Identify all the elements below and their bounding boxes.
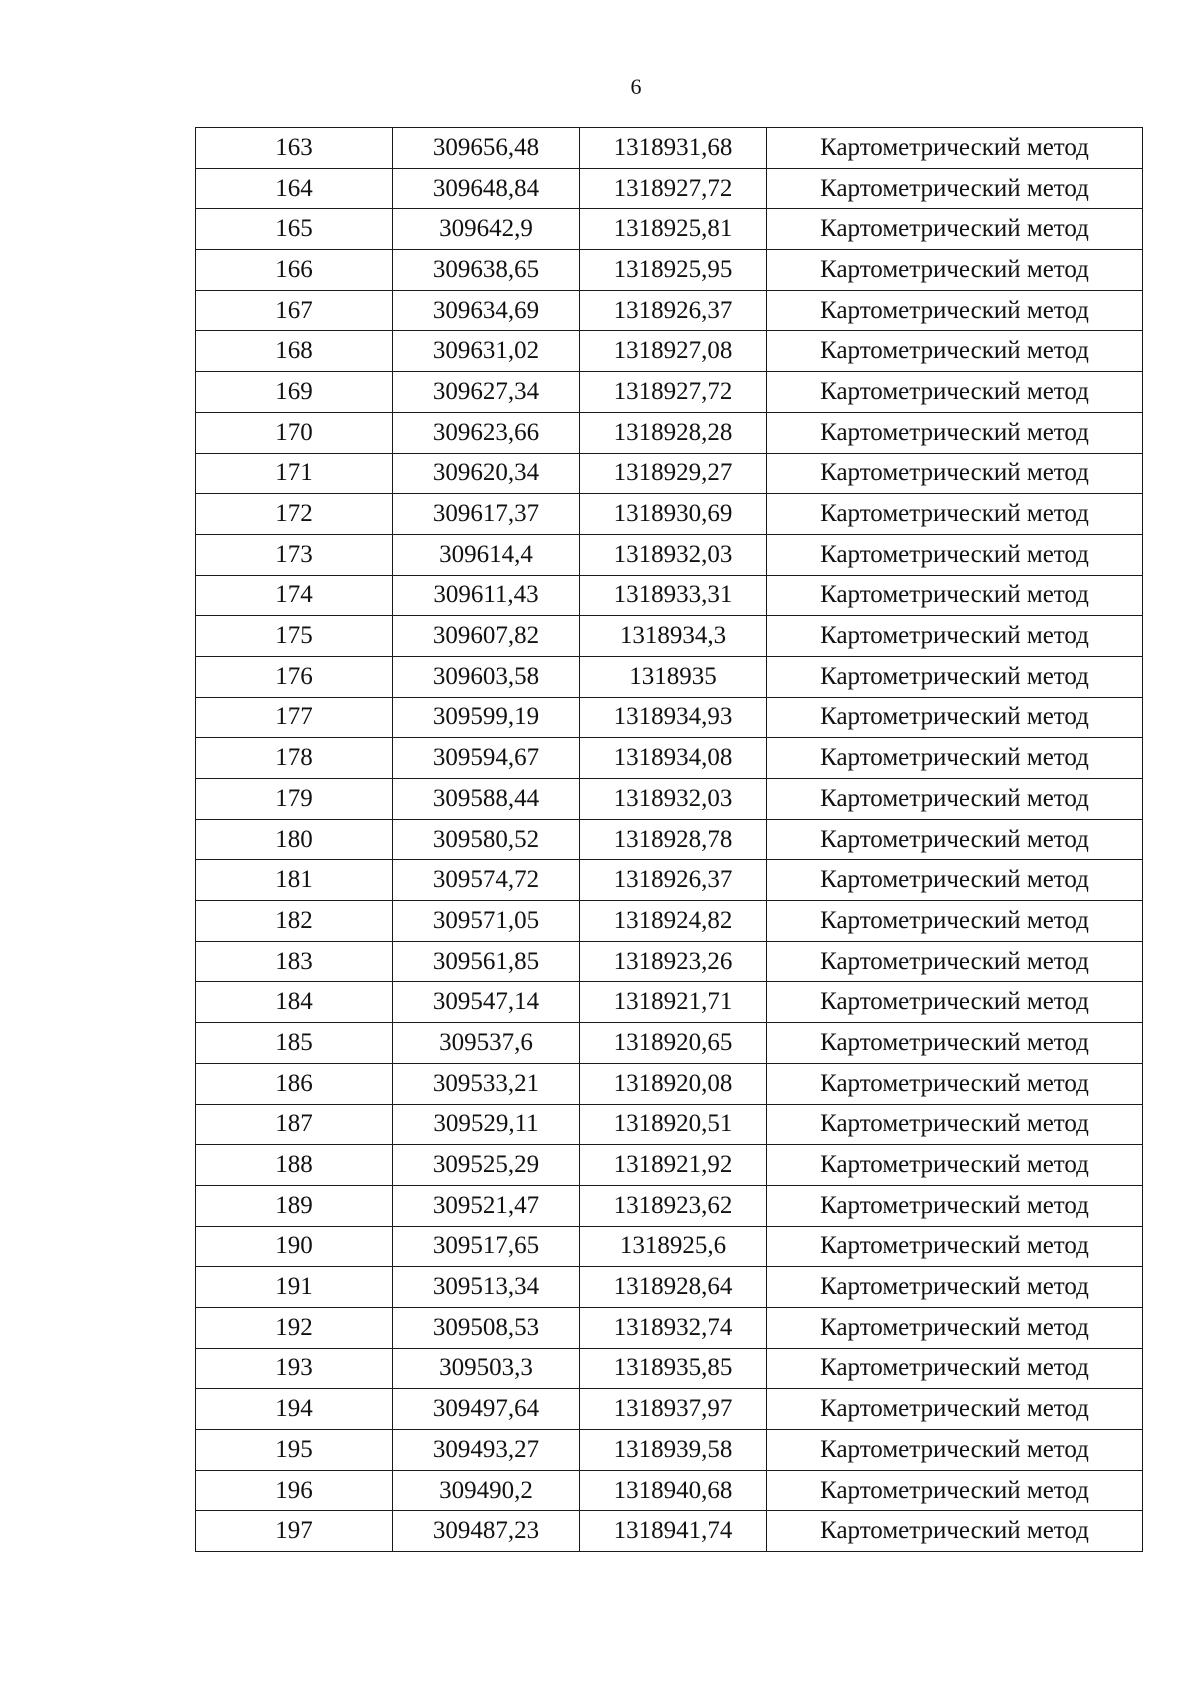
x-coordinate-cell: 309611,43 [393, 575, 580, 616]
table-row [196, 372, 1143, 413]
y-coordinate-cell: 1318921,71 [580, 982, 767, 1023]
x-coordinate-cell: 309537,6 [393, 1023, 580, 1064]
point-number-cell: 183 [196, 941, 393, 982]
method-cell: Картометрический метод [767, 1023, 1143, 1064]
point-number-cell: 163 [196, 128, 393, 169]
point-number-cell: 195 [196, 1430, 393, 1471]
point-number-cell: 165 [196, 209, 393, 250]
table-row [196, 779, 1143, 820]
point-number-cell: 181 [196, 860, 393, 901]
y-coordinate-cell: 1318926,37 [580, 860, 767, 901]
method-cell: Картометрический метод [767, 372, 1143, 413]
page-number [0, 74, 1200, 100]
x-coordinate-cell: 309547,14 [393, 982, 580, 1023]
y-coordinate-cell: 1318921,92 [580, 1145, 767, 1186]
point-number-cell: 173 [196, 534, 393, 575]
x-coordinate-cell: 309533,21 [393, 1063, 580, 1104]
y-coordinate-cell: 1318920,51 [580, 1104, 767, 1145]
y-coordinate-cell: 1318925,81 [580, 209, 767, 250]
table-row [196, 1023, 1143, 1064]
y-coordinate-cell: 1318928,78 [580, 819, 767, 860]
x-coordinate-cell: 309561,85 [393, 941, 580, 982]
point-number-cell: 176 [196, 656, 393, 697]
point-number-cell: 167 [196, 290, 393, 331]
x-coordinate-cell: 309493,27 [393, 1430, 580, 1471]
table-row [196, 128, 1143, 169]
x-coordinate-cell: 309503,3 [393, 1348, 580, 1389]
method-cell: Картометрический метод [767, 697, 1143, 738]
point-number-cell: 164 [196, 168, 393, 209]
y-coordinate-cell: 1318924,82 [580, 901, 767, 942]
table-row [196, 697, 1143, 738]
point-number-cell: 180 [196, 819, 393, 860]
y-coordinate-cell: 1318940,68 [580, 1470, 767, 1511]
point-number-cell: 184 [196, 982, 393, 1023]
table-row [196, 1511, 1143, 1552]
x-coordinate-cell: 309623,66 [393, 412, 580, 453]
table-row [196, 1307, 1143, 1348]
y-coordinate-cell: 1318920,65 [580, 1023, 767, 1064]
point-number-cell: 170 [196, 412, 393, 453]
method-cell: Картометрический метод [767, 941, 1143, 982]
table-row [196, 575, 1143, 616]
x-coordinate-cell: 309620,34 [393, 453, 580, 494]
point-number-cell: 187 [196, 1104, 393, 1145]
table-row [196, 209, 1143, 250]
method-cell: Картометрический метод [767, 982, 1143, 1023]
table-row [196, 1185, 1143, 1226]
x-coordinate-cell: 309580,52 [393, 819, 580, 860]
point-number-cell: 192 [196, 1307, 393, 1348]
table-row [196, 1470, 1143, 1511]
y-coordinate-cell: 1318920,08 [580, 1063, 767, 1104]
point-number-cell: 190 [196, 1226, 393, 1267]
x-coordinate-cell: 309607,82 [393, 616, 580, 657]
x-coordinate-cell: 309638,65 [393, 250, 580, 291]
method-cell: Картометрический метод [767, 209, 1143, 250]
table-row [196, 331, 1143, 372]
x-coordinate-cell: 309642,9 [393, 209, 580, 250]
method-cell: Картометрический метод [767, 1063, 1143, 1104]
point-number-cell: 189 [196, 1185, 393, 1226]
method-cell: Картометрический метод [767, 250, 1143, 291]
y-coordinate-cell: 1318932,74 [580, 1307, 767, 1348]
y-coordinate-cell: 1318930,69 [580, 494, 767, 535]
method-cell: Картометрический метод [767, 534, 1143, 575]
page-number-text: 6 [630, 74, 642, 99]
x-coordinate-cell: 309627,34 [393, 372, 580, 413]
coordinates-table-body [196, 128, 1143, 1552]
y-coordinate-cell: 1318926,37 [580, 290, 767, 331]
x-coordinate-cell: 309529,11 [393, 1104, 580, 1145]
x-coordinate-cell: 309631,02 [393, 331, 580, 372]
table-row [196, 453, 1143, 494]
y-coordinate-cell: 1318928,64 [580, 1267, 767, 1308]
method-cell: Картометрический метод [767, 901, 1143, 942]
x-coordinate-cell: 309599,19 [393, 697, 580, 738]
table-row [196, 1063, 1143, 1104]
y-coordinate-cell: 1318931,68 [580, 128, 767, 169]
table-row [196, 1430, 1143, 1471]
method-cell: Картометрический метод [767, 616, 1143, 657]
method-cell: Картометрический метод [767, 1226, 1143, 1267]
x-coordinate-cell: 309517,65 [393, 1226, 580, 1267]
method-cell: Картометрический метод [767, 1470, 1143, 1511]
x-coordinate-cell: 309487,23 [393, 1511, 580, 1552]
x-coordinate-cell: 309497,64 [393, 1389, 580, 1430]
method-cell: Картометрический метод [767, 290, 1143, 331]
y-coordinate-cell: 1318927,72 [580, 168, 767, 209]
table-row [196, 982, 1143, 1023]
x-coordinate-cell: 309525,29 [393, 1145, 580, 1186]
point-number-cell: 169 [196, 372, 393, 413]
point-number-cell: 196 [196, 1470, 393, 1511]
table-row [196, 1226, 1143, 1267]
method-cell: Картометрический метод [767, 1267, 1143, 1308]
x-coordinate-cell: 309571,05 [393, 901, 580, 942]
x-coordinate-cell: 309617,37 [393, 494, 580, 535]
y-coordinate-cell: 1318935,85 [580, 1348, 767, 1389]
x-coordinate-cell: 309634,69 [393, 290, 580, 331]
method-cell: Картометрический метод [767, 575, 1143, 616]
point-number-cell: 174 [196, 575, 393, 616]
point-number-cell: 172 [196, 494, 393, 535]
table-row [196, 168, 1143, 209]
x-coordinate-cell: 309603,58 [393, 656, 580, 697]
y-coordinate-cell: 1318932,03 [580, 534, 767, 575]
point-number-cell: 186 [196, 1063, 393, 1104]
y-coordinate-cell: 1318937,97 [580, 1389, 767, 1430]
y-coordinate-cell: 1318933,31 [580, 575, 767, 616]
x-coordinate-cell: 309594,67 [393, 738, 580, 779]
table-row [196, 290, 1143, 331]
point-number-cell: 182 [196, 901, 393, 942]
y-coordinate-cell: 1318927,72 [580, 372, 767, 413]
x-coordinate-cell: 309656,48 [393, 128, 580, 169]
method-cell: Картометрический метод [767, 494, 1143, 535]
point-number-cell: 197 [196, 1511, 393, 1552]
method-cell: Картометрический метод [767, 1104, 1143, 1145]
method-cell: Картометрический метод [767, 1348, 1143, 1389]
y-coordinate-cell: 1318927,08 [580, 331, 767, 372]
point-number-cell: 171 [196, 453, 393, 494]
table-row [196, 494, 1143, 535]
method-cell: Картометрический метод [767, 331, 1143, 372]
x-coordinate-cell: 309521,47 [393, 1185, 580, 1226]
method-cell: Картометрический метод [767, 1145, 1143, 1186]
y-coordinate-cell: 1318941,74 [580, 1511, 767, 1552]
y-coordinate-cell: 1318925,95 [580, 250, 767, 291]
y-coordinate-cell: 1318925,6 [580, 1226, 767, 1267]
point-number-cell: 166 [196, 250, 393, 291]
table-row [196, 412, 1143, 453]
method-cell: Картометрический метод [767, 779, 1143, 820]
method-cell: Картометрический метод [767, 656, 1143, 697]
x-coordinate-cell: 309513,34 [393, 1267, 580, 1308]
x-coordinate-cell: 309490,2 [393, 1470, 580, 1511]
method-cell: Картометрический метод [767, 1430, 1143, 1471]
table-row [196, 941, 1143, 982]
method-cell: Картометрический метод [767, 819, 1143, 860]
point-number-cell: 178 [196, 738, 393, 779]
point-number-cell: 175 [196, 616, 393, 657]
x-coordinate-cell: 309574,72 [393, 860, 580, 901]
point-number-cell: 191 [196, 1267, 393, 1308]
table-row [196, 250, 1143, 291]
table-row [196, 1389, 1143, 1430]
table-row [196, 656, 1143, 697]
x-coordinate-cell: 309508,53 [393, 1307, 580, 1348]
point-number-cell: 168 [196, 331, 393, 372]
point-number-cell: 179 [196, 779, 393, 820]
method-cell: Картометрический метод [767, 1185, 1143, 1226]
x-coordinate-cell: 309614,4 [393, 534, 580, 575]
y-coordinate-cell: 1318928,28 [580, 412, 767, 453]
point-number-cell: 194 [196, 1389, 393, 1430]
y-coordinate-cell: 1318932,03 [580, 779, 767, 820]
coordinates-table [195, 127, 1143, 1552]
point-number-cell: 177 [196, 697, 393, 738]
point-number-cell: 185 [196, 1023, 393, 1064]
table-row [196, 1145, 1143, 1186]
y-coordinate-cell: 1318929,27 [580, 453, 767, 494]
method-cell: Картометрический метод [767, 1389, 1143, 1430]
y-coordinate-cell: 1318923,26 [580, 941, 767, 982]
method-cell: Картометрический метод [767, 1511, 1143, 1552]
table-row [196, 819, 1143, 860]
y-coordinate-cell: 1318934,08 [580, 738, 767, 779]
table-row [196, 901, 1143, 942]
method-cell: Картометрический метод [767, 738, 1143, 779]
table-row [196, 1267, 1143, 1308]
table-row [196, 1348, 1143, 1389]
x-coordinate-cell: 309588,44 [393, 779, 580, 820]
method-cell: Картометрический метод [767, 1307, 1143, 1348]
method-cell: Картометрический метод [767, 168, 1143, 209]
y-coordinate-cell: 1318935 [580, 656, 767, 697]
x-coordinate-cell: 309648,84 [393, 168, 580, 209]
y-coordinate-cell: 1318939,58 [580, 1430, 767, 1471]
y-coordinate-cell: 1318934,93 [580, 697, 767, 738]
method-cell: Картометрический метод [767, 128, 1143, 169]
table-row [196, 616, 1143, 657]
method-cell: Картометрический метод [767, 412, 1143, 453]
method-cell: Картометрический метод [767, 860, 1143, 901]
y-coordinate-cell: 1318923,62 [580, 1185, 767, 1226]
table-row [196, 860, 1143, 901]
method-cell: Картометрический метод [767, 453, 1143, 494]
y-coordinate-cell: 1318934,3 [580, 616, 767, 657]
table-row [196, 1104, 1143, 1145]
point-number-cell: 188 [196, 1145, 393, 1186]
table-row [196, 534, 1143, 575]
point-number-cell: 193 [196, 1348, 393, 1389]
table-row [196, 738, 1143, 779]
